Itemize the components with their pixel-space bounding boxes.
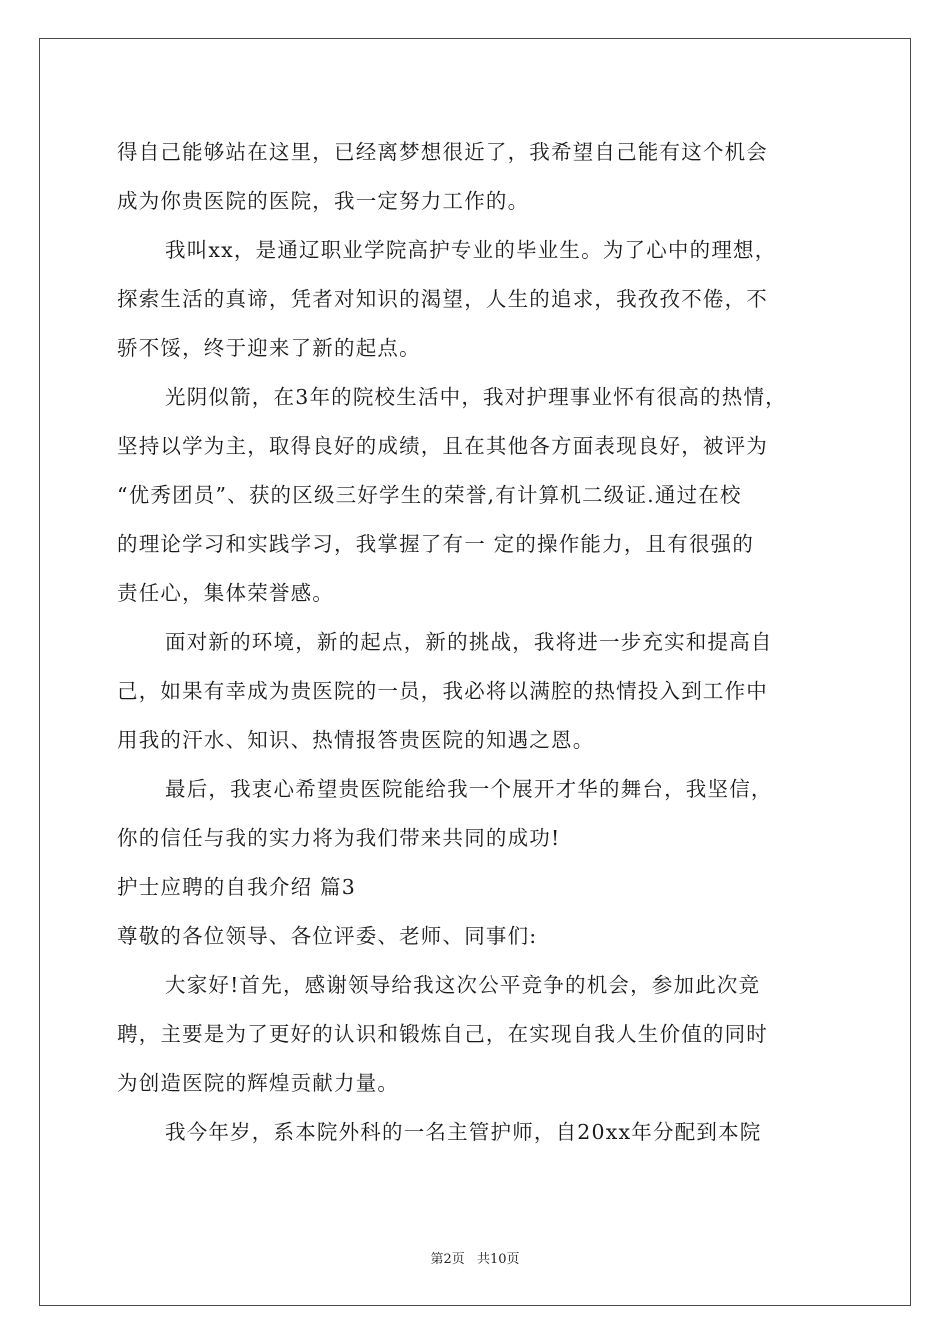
text-line: 用我的汗水、知识、热情报答贵医院的知遇之恩。 — [117, 728, 595, 752]
text-line: 责任心，集体荣誉感。 — [117, 581, 334, 605]
text-line: 面对新的环境，新的起点，新的挑战，我将进一步充实和提高自 — [165, 630, 773, 654]
text-line: 坚持以学为主，取得良好的成绩，且在其他各方面表现良好，被评为 — [117, 434, 768, 458]
text-line: 成为你贵医院的医院，我一定努力工作的。 — [117, 189, 530, 213]
page-footer — [0, 1248, 950, 1267]
text-line: 我今年岁，系本院外科的一名主管护师，自20xx年分配到本院 — [165, 1120, 762, 1144]
text-line: 你的信任与我的实力将为我们带来共同的成功! — [117, 826, 561, 850]
text-line: 的理论学习和实践学习，我掌握了有一 定的操作能力，且有很强的 — [117, 532, 755, 556]
section-heading: 护士应聘的自我介绍 篇3 — [117, 875, 356, 899]
text-line: 为创造医院的辉煌贡献力量。 — [117, 1071, 400, 1095]
text-line: 光阴似箭，在3年的院校生活中，我对护理事业怀有很高的热情， — [165, 385, 787, 409]
text-line: 我叫xx，是通辽职业学院高护专业的毕业生。为了心中的理想， — [165, 238, 777, 262]
text-line: 得自己能够站在这里，已经离梦想很近了，我希望自己能有这个机会 — [117, 140, 768, 164]
page-total: 共10页 — [476, 1252, 520, 1267]
document-body — [117, 128, 852, 1157]
page-number: 第2页 — [430, 1252, 465, 1267]
text-line: “优秀团员”、获的区级三好学生的荣誉,有计算机二级证.通过在校 — [117, 483, 742, 507]
text-line: 大家好!首先，感谢领导给我这次公平竞争的机会，参加此次竞 — [165, 973, 761, 997]
text-line: 最后，我衷心希望贵医院能给我一个展开才华的舞台，我坚信， — [165, 777, 773, 801]
text-line: 己，如果有幸成为贵医院的一员，我必将以满腔的热情投入到工作中 — [117, 679, 768, 703]
text-line: 聘，主要是为了更好的认识和锻炼自己，在实现自我人生价值的同时 — [117, 1022, 768, 1046]
text-line: 探索生活的真谛，凭者对知识的渴望，人生的追求，我孜孜不倦，不 — [117, 287, 768, 311]
salutation: 尊敬的各位领导、各位评委、老师、同事们: — [117, 924, 538, 948]
text-line: 骄不馁，终于迎来了新的起点。 — [117, 336, 421, 360]
